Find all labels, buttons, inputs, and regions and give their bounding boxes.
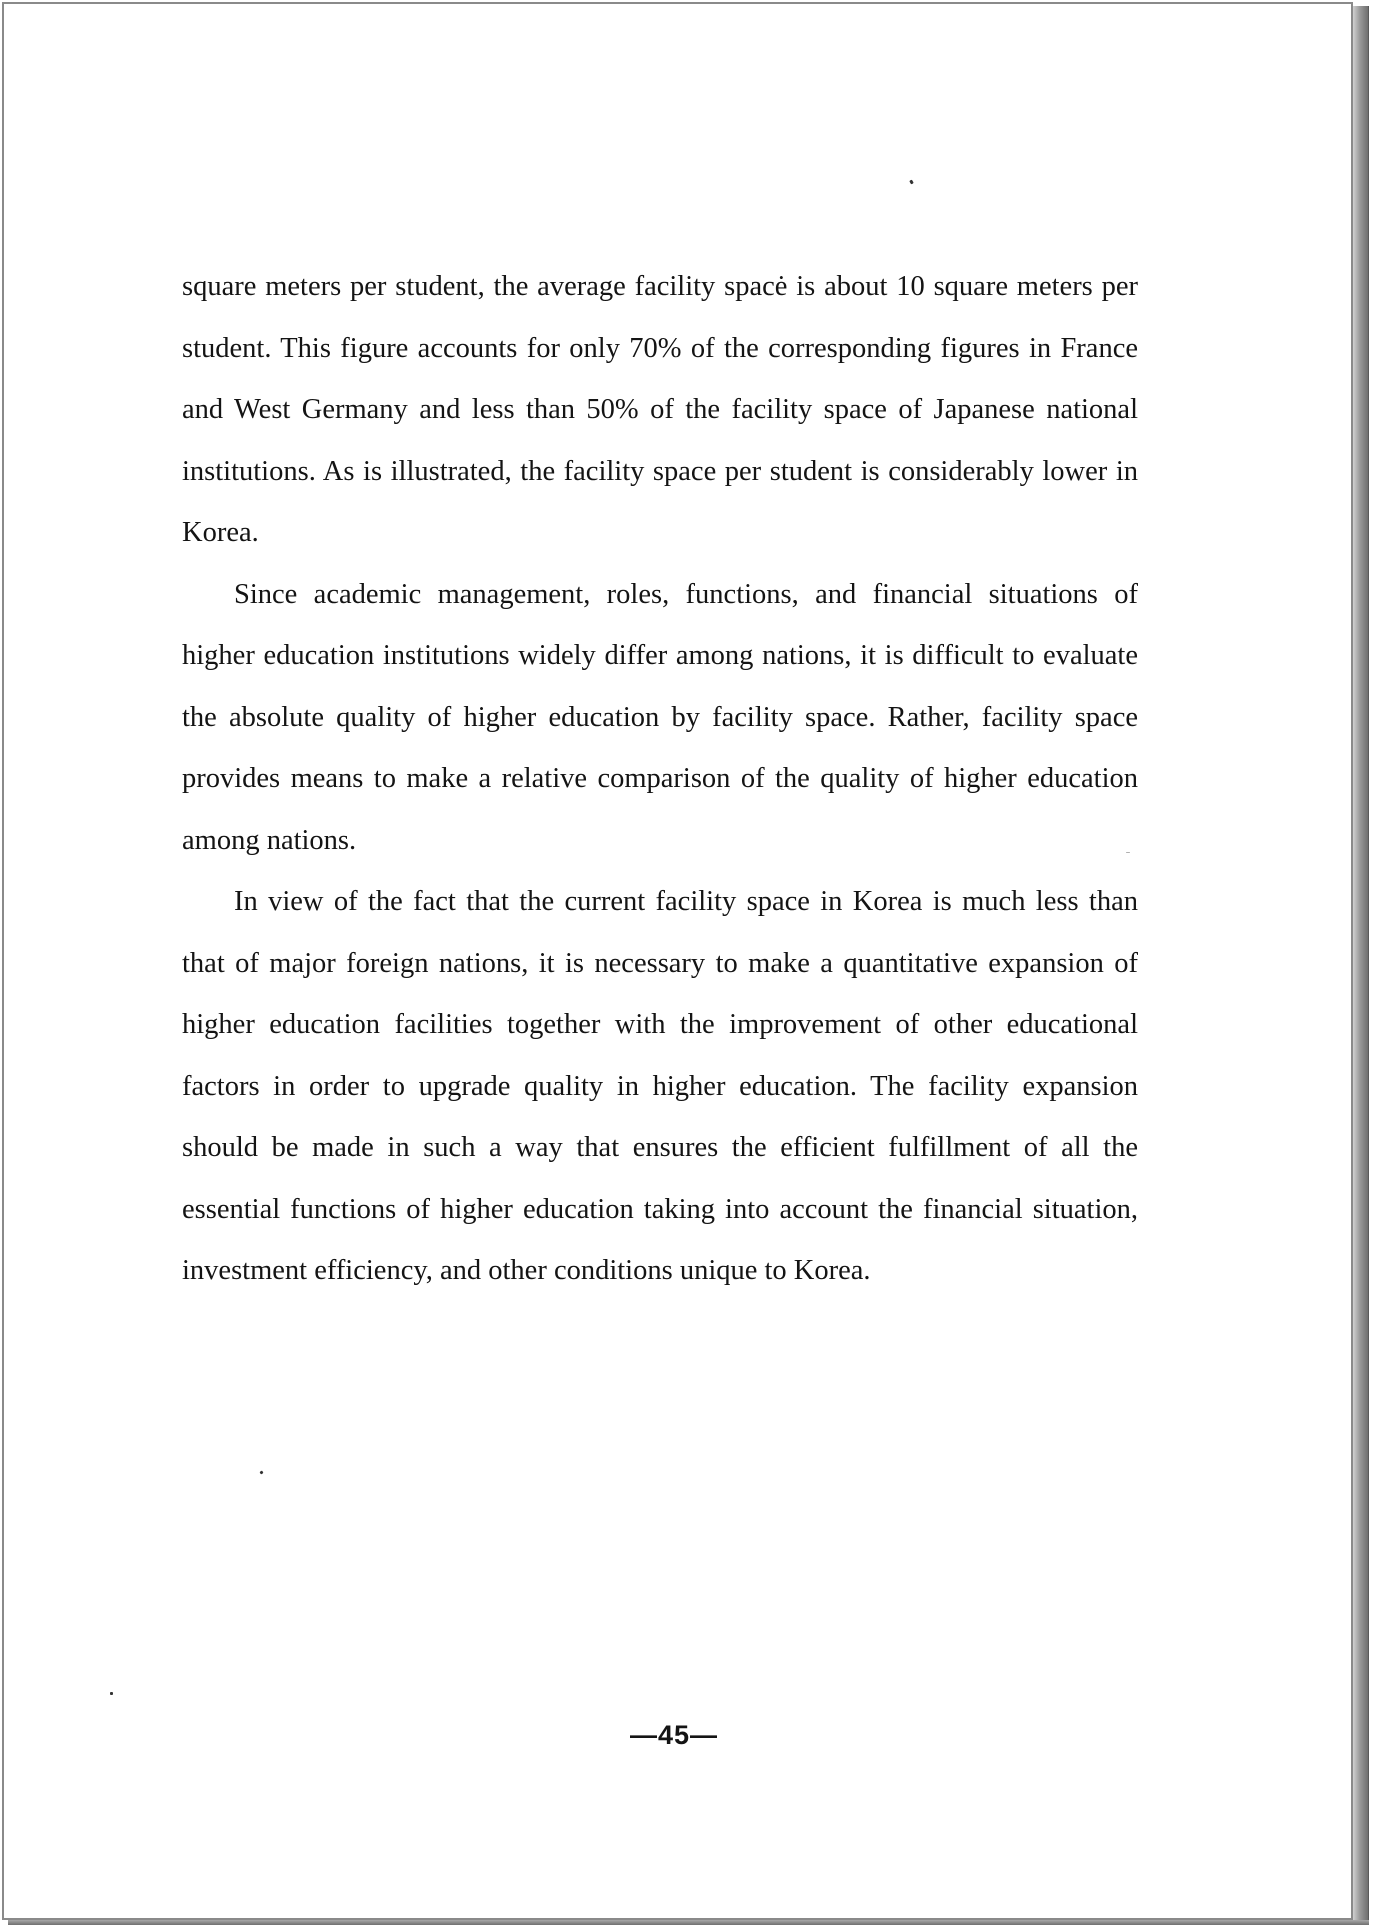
scan-speck: [1126, 852, 1130, 853]
page-edge-shadow: [1353, 6, 1369, 1922]
paragraph-2: Since academic management, roles, functions, and financial situations of higher education institutions widely differ among nations, it is difficult to evaluate the absolute quality of higher education by facility space. Rather, facility space provides means to make a relative comparison of the quality of higher education among nations.: [182, 578, 1138, 856]
page-edge-shadow-bottom: [8, 1920, 1369, 1925]
paragraph-1: square meters per student, the average facility spacė is about 10 square meters per student. This figure accounts for only 70% of the corresponding figures in France and West Germany and less than 50% of the facility space of Japanese national institutions. As is illustrated, the facility space per student is considerably lower in Korea.: [182, 271, 1138, 548]
scan-speck: [110, 1692, 113, 1695]
scan-speck: [259, 1470, 263, 1474]
scan-speck: [909, 180, 914, 185]
document-page: [2, 2, 1353, 1920]
body-text: [182, 256, 1138, 1302]
paragraph-3: In view of the fact that the current facility space in Korea is much less than that of major foreign nations, it is necessary to make a quantitative expansion of higher education facilities together with the improvement of other educational factors in order to upgrade quality in higher education. The facility expansion should be made in such a way that ensures the efficient fulfillment of all the essential functions of higher education taking into account the financial situation, investment efficiency, and other conditions unique to Korea.: [182, 886, 1138, 1286]
page-number: —45—: [629, 1720, 719, 1750]
